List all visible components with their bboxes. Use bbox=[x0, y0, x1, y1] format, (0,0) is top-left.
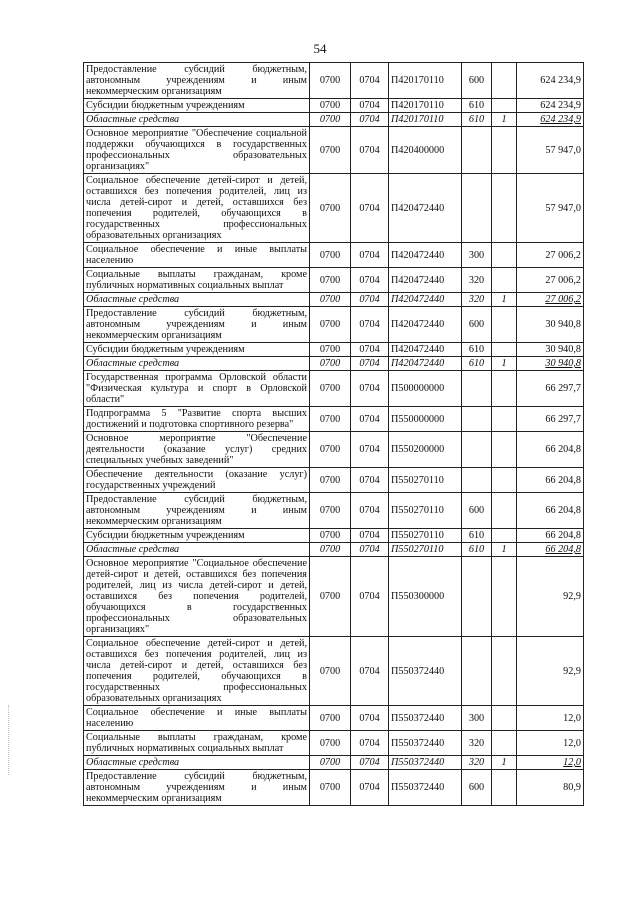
target-article-cell: П420170110 bbox=[389, 63, 462, 99]
funding-source-cell: 1 bbox=[492, 756, 517, 770]
row-name-cell: Областные средства bbox=[84, 543, 310, 557]
table-row bbox=[84, 307, 584, 343]
table-row bbox=[84, 293, 584, 307]
table-row bbox=[84, 113, 584, 127]
funding-source-cell bbox=[492, 529, 517, 543]
amount-cell: 27 006,2 bbox=[517, 268, 584, 293]
amount-cell: 66 297,7 bbox=[517, 407, 584, 432]
section-code-cell: 0700 bbox=[310, 432, 351, 468]
target-article-cell: П500000000 bbox=[389, 371, 462, 407]
target-article-cell: П550270110 bbox=[389, 529, 462, 543]
target-article-cell: П420170110 bbox=[389, 99, 462, 113]
section-code-cell: 0700 bbox=[310, 756, 351, 770]
table-row bbox=[84, 557, 584, 637]
target-article-cell: П550200000 bbox=[389, 432, 462, 468]
row-name-cell: Субсидии бюджетным учреждениям bbox=[84, 529, 310, 543]
table-row bbox=[84, 357, 584, 371]
amount-cell: 12,0 bbox=[517, 706, 584, 731]
budget-table bbox=[83, 62, 584, 806]
expense-type-cell bbox=[462, 407, 492, 432]
subsection-code-cell: 0704 bbox=[351, 770, 389, 806]
target-article-cell: П420472440 bbox=[389, 307, 462, 343]
target-article-cell: П420170110 bbox=[389, 113, 462, 127]
expense-type-cell: 600 bbox=[462, 307, 492, 343]
row-name-cell: Социальное обеспечение детей-сирот и детей, оставшихся без попечения родителей, лиц из числа детей-сирот и детей, оставшихся без попечения родителей, обучающихся в государственных профессиональных образовательных организациях bbox=[84, 637, 310, 706]
subsection-code-cell: 0704 bbox=[351, 63, 389, 99]
expense-type-cell: 300 bbox=[462, 243, 492, 268]
funding-source-cell bbox=[492, 407, 517, 432]
expense-type-cell: 600 bbox=[462, 493, 492, 529]
subsection-code-cell: 0704 bbox=[351, 243, 389, 268]
table-row bbox=[84, 637, 584, 706]
expense-type-cell: 300 bbox=[462, 706, 492, 731]
section-code-cell: 0700 bbox=[310, 307, 351, 343]
target-article-cell: П550270110 bbox=[389, 543, 462, 557]
section-code-cell: 0700 bbox=[310, 493, 351, 529]
subsection-code-cell: 0704 bbox=[351, 432, 389, 468]
section-code-cell: 0700 bbox=[310, 343, 351, 357]
target-article-cell: П550372440 bbox=[389, 731, 462, 756]
section-code-cell: 0700 bbox=[310, 731, 351, 756]
expense-type-cell: 610 bbox=[462, 113, 492, 127]
amount-cell: 30 940,8 bbox=[517, 307, 584, 343]
amount-cell: 92,9 bbox=[517, 637, 584, 706]
target-article-cell: П550270110 bbox=[389, 493, 462, 529]
subsection-code-cell: 0704 bbox=[351, 706, 389, 731]
amount-cell: 624 234,9 bbox=[517, 99, 584, 113]
expense-type-cell bbox=[462, 557, 492, 637]
funding-source-cell: 1 bbox=[492, 357, 517, 371]
table-row bbox=[84, 432, 584, 468]
target-article-cell: П550372440 bbox=[389, 770, 462, 806]
table-row bbox=[84, 371, 584, 407]
row-name-cell: Областные средства bbox=[84, 293, 310, 307]
target-article-cell: П420472440 bbox=[389, 268, 462, 293]
section-code-cell: 0700 bbox=[310, 357, 351, 371]
subsection-code-cell: 0704 bbox=[351, 557, 389, 637]
row-name-cell: Основное мероприятие "Обеспечение социальной поддержки обучающихся в государственных профессиональных образовательных организациях" bbox=[84, 127, 310, 174]
expense-type-cell bbox=[462, 174, 492, 243]
expense-type-cell: 320 bbox=[462, 268, 492, 293]
target-article-cell: П420472440 bbox=[389, 174, 462, 243]
funding-source-cell bbox=[492, 268, 517, 293]
row-name-cell: Социальные выплаты гражданам, кроме публичных нормативных социальных выплат bbox=[84, 731, 310, 756]
row-name-cell: Субсидии бюджетным учреждениям bbox=[84, 343, 310, 357]
expense-type-cell: 320 bbox=[462, 731, 492, 756]
expense-type-cell: 600 bbox=[462, 770, 492, 806]
subsection-code-cell: 0704 bbox=[351, 731, 389, 756]
row-name-cell: Социальное обеспечение детей-сирот и детей, оставшихся без попечения родителей, лиц из числа детей-сирот и детей, оставшихся без попечения родителей, обучающихся в государственных профессиональных образовательных организациях bbox=[84, 174, 310, 243]
row-name-cell: Областные средства bbox=[84, 113, 310, 127]
section-code-cell: 0700 bbox=[310, 543, 351, 557]
section-code-cell: 0700 bbox=[310, 63, 351, 99]
expense-type-cell bbox=[462, 127, 492, 174]
row-name-cell: Социальные выплаты гражданам, кроме публичных нормативных социальных выплат bbox=[84, 268, 310, 293]
expense-type-cell bbox=[462, 468, 492, 493]
expense-type-cell: 600 bbox=[462, 63, 492, 99]
page-number: 54 bbox=[313, 41, 327, 56]
row-name-cell: Субсидии бюджетным учреждениям bbox=[84, 99, 310, 113]
amount-cell: 27 006,2 bbox=[517, 293, 584, 307]
row-name-cell: Предоставление субсидий бюджетным, автономным учреждениям и иным некоммерческим организациям bbox=[84, 63, 310, 99]
table-row bbox=[84, 343, 584, 357]
section-code-cell: 0700 bbox=[310, 706, 351, 731]
table-row bbox=[84, 731, 584, 756]
section-code-cell: 0700 bbox=[310, 99, 351, 113]
subsection-code-cell: 0704 bbox=[351, 307, 389, 343]
subsection-code-cell: 0704 bbox=[351, 756, 389, 770]
funding-source-cell bbox=[492, 731, 517, 756]
section-code-cell: 0700 bbox=[310, 407, 351, 432]
expense-type-cell: 610 bbox=[462, 543, 492, 557]
amount-cell: 30 940,8 bbox=[517, 343, 584, 357]
subsection-code-cell: 0704 bbox=[351, 407, 389, 432]
table-row bbox=[84, 468, 584, 493]
amount-cell: 92,9 bbox=[517, 557, 584, 637]
amount-cell: 27 006,2 bbox=[517, 243, 584, 268]
section-code-cell: 0700 bbox=[310, 557, 351, 637]
row-name-cell: Основное мероприятие "Обеспечение деятельности (оказание услуг) средних специальных учебных заведений" bbox=[84, 432, 310, 468]
amount-cell: 57 947,0 bbox=[517, 127, 584, 174]
target-article-cell: П420472440 bbox=[389, 343, 462, 357]
margin-scan-marks bbox=[8, 705, 13, 775]
subsection-code-cell: 0704 bbox=[351, 127, 389, 174]
expense-type-cell bbox=[462, 371, 492, 407]
expense-type-cell: 610 bbox=[462, 529, 492, 543]
target-article-cell: П550000000 bbox=[389, 407, 462, 432]
amount-cell: 66 204,8 bbox=[517, 529, 584, 543]
expense-type-cell: 610 bbox=[462, 343, 492, 357]
table-row bbox=[84, 127, 584, 174]
expense-type-cell: 610 bbox=[462, 357, 492, 371]
row-name-cell: Предоставление субсидий бюджетным, автономным учреждениям и иным некоммерческим организациям bbox=[84, 493, 310, 529]
target-article-cell: П550270110 bbox=[389, 468, 462, 493]
subsection-code-cell: 0704 bbox=[351, 637, 389, 706]
funding-source-cell bbox=[492, 493, 517, 529]
section-code-cell: 0700 bbox=[310, 268, 351, 293]
table-row bbox=[84, 529, 584, 543]
budget-table-body bbox=[84, 63, 584, 806]
section-code-cell: 0700 bbox=[310, 174, 351, 243]
expense-type-cell bbox=[462, 637, 492, 706]
table-row bbox=[84, 407, 584, 432]
expense-type-cell: 610 bbox=[462, 99, 492, 113]
funding-source-cell bbox=[492, 557, 517, 637]
amount-cell: 66 204,8 bbox=[517, 543, 584, 557]
section-code-cell: 0700 bbox=[310, 113, 351, 127]
subsection-code-cell: 0704 bbox=[351, 468, 389, 493]
section-code-cell: 0700 bbox=[310, 468, 351, 493]
amount-cell: 30 940,8 bbox=[517, 357, 584, 371]
row-name-cell: Государственная программа Орловской области "Физическая культура и спорт в Орловской области" bbox=[84, 371, 310, 407]
section-code-cell: 0700 bbox=[310, 637, 351, 706]
subsection-code-cell: 0704 bbox=[351, 371, 389, 407]
funding-source-cell bbox=[492, 371, 517, 407]
row-name-cell: Предоставление субсидий бюджетным, автономным учреждениям и иным некоммерческим организациям bbox=[84, 770, 310, 806]
amount-cell: 624 234,9 bbox=[517, 63, 584, 99]
section-code-cell: 0700 bbox=[310, 293, 351, 307]
amount-cell: 624 234,9 bbox=[517, 113, 584, 127]
table-row bbox=[84, 756, 584, 770]
funding-source-cell bbox=[492, 174, 517, 243]
row-name-cell: Основное мероприятие "Социальное обеспечение детей-сирот и детей, оставшихся без попечения родителей, лиц из числа детей-сирот и детей, оставшихся без попечения родителей, обучающихся в государственных профессиональных образовательных организациях" bbox=[84, 557, 310, 637]
target-article-cell: П550300000 bbox=[389, 557, 462, 637]
subsection-code-cell: 0704 bbox=[351, 357, 389, 371]
funding-source-cell bbox=[492, 99, 517, 113]
target-article-cell: П550372440 bbox=[389, 637, 462, 706]
funding-source-cell bbox=[492, 343, 517, 357]
section-code-cell: 0700 bbox=[310, 770, 351, 806]
funding-source-cell bbox=[492, 63, 517, 99]
table-row bbox=[84, 268, 584, 293]
row-name-cell: Социальное обеспечение и иные выплаты населению bbox=[84, 706, 310, 731]
row-name-cell: Социальное обеспечение и иные выплаты населению bbox=[84, 243, 310, 268]
amount-cell: 66 204,8 bbox=[517, 468, 584, 493]
table-row bbox=[84, 174, 584, 243]
target-article-cell: П550372440 bbox=[389, 706, 462, 731]
section-code-cell: 0700 bbox=[310, 529, 351, 543]
row-name-cell: Обеспечение деятельности (оказание услуг) государственных учреждений bbox=[84, 468, 310, 493]
amount-cell: 66 204,8 bbox=[517, 493, 584, 529]
subsection-code-cell: 0704 bbox=[351, 493, 389, 529]
subsection-code-cell: 0704 bbox=[351, 529, 389, 543]
row-name-cell: Подпрограмма 5 "Развитие спорта высших достижений и подготовка спортивного резерва" bbox=[84, 407, 310, 432]
expense-type-cell bbox=[462, 432, 492, 468]
table-row bbox=[84, 770, 584, 806]
funding-source-cell bbox=[492, 770, 517, 806]
target-article-cell: П420472440 bbox=[389, 357, 462, 371]
amount-cell: 12,0 bbox=[517, 731, 584, 756]
row-name-cell: Областные средства bbox=[84, 357, 310, 371]
expense-type-cell: 320 bbox=[462, 293, 492, 307]
amount-cell: 12,0 bbox=[517, 756, 584, 770]
section-code-cell: 0700 bbox=[310, 371, 351, 407]
table-row bbox=[84, 99, 584, 113]
section-code-cell: 0700 bbox=[310, 243, 351, 268]
funding-source-cell bbox=[492, 307, 517, 343]
funding-source-cell bbox=[492, 637, 517, 706]
amount-cell: 66 204,8 bbox=[517, 432, 584, 468]
section-code-cell: 0700 bbox=[310, 127, 351, 174]
row-name-cell: Предоставление субсидий бюджетным, автономным учреждениям и иным некоммерческим организациям bbox=[84, 307, 310, 343]
subsection-code-cell: 0704 bbox=[351, 113, 389, 127]
target-article-cell: П420472440 bbox=[389, 243, 462, 268]
amount-cell: 66 297,7 bbox=[517, 371, 584, 407]
funding-source-cell bbox=[492, 127, 517, 174]
subsection-code-cell: 0704 bbox=[351, 543, 389, 557]
target-article-cell: П420472440 bbox=[389, 293, 462, 307]
funding-source-cell: 1 bbox=[492, 293, 517, 307]
table-row bbox=[84, 63, 584, 99]
subsection-code-cell: 0704 bbox=[351, 293, 389, 307]
funding-source-cell bbox=[492, 243, 517, 268]
row-name-cell: Областные средства bbox=[84, 756, 310, 770]
table-row bbox=[84, 243, 584, 268]
table-row bbox=[84, 493, 584, 529]
amount-cell: 57 947,0 bbox=[517, 174, 584, 243]
amount-cell: 80,9 bbox=[517, 770, 584, 806]
table-row bbox=[84, 706, 584, 731]
table-row bbox=[84, 543, 584, 557]
subsection-code-cell: 0704 bbox=[351, 268, 389, 293]
target-article-cell: П550372440 bbox=[389, 756, 462, 770]
subsection-code-cell: 0704 bbox=[351, 343, 389, 357]
expense-type-cell: 320 bbox=[462, 756, 492, 770]
target-article-cell: П420400000 bbox=[389, 127, 462, 174]
subsection-code-cell: 0704 bbox=[351, 174, 389, 243]
funding-source-cell: 1 bbox=[492, 543, 517, 557]
funding-source-cell: 1 bbox=[492, 113, 517, 127]
funding-source-cell bbox=[492, 468, 517, 493]
funding-source-cell bbox=[492, 432, 517, 468]
subsection-code-cell: 0704 bbox=[351, 99, 389, 113]
funding-source-cell bbox=[492, 706, 517, 731]
